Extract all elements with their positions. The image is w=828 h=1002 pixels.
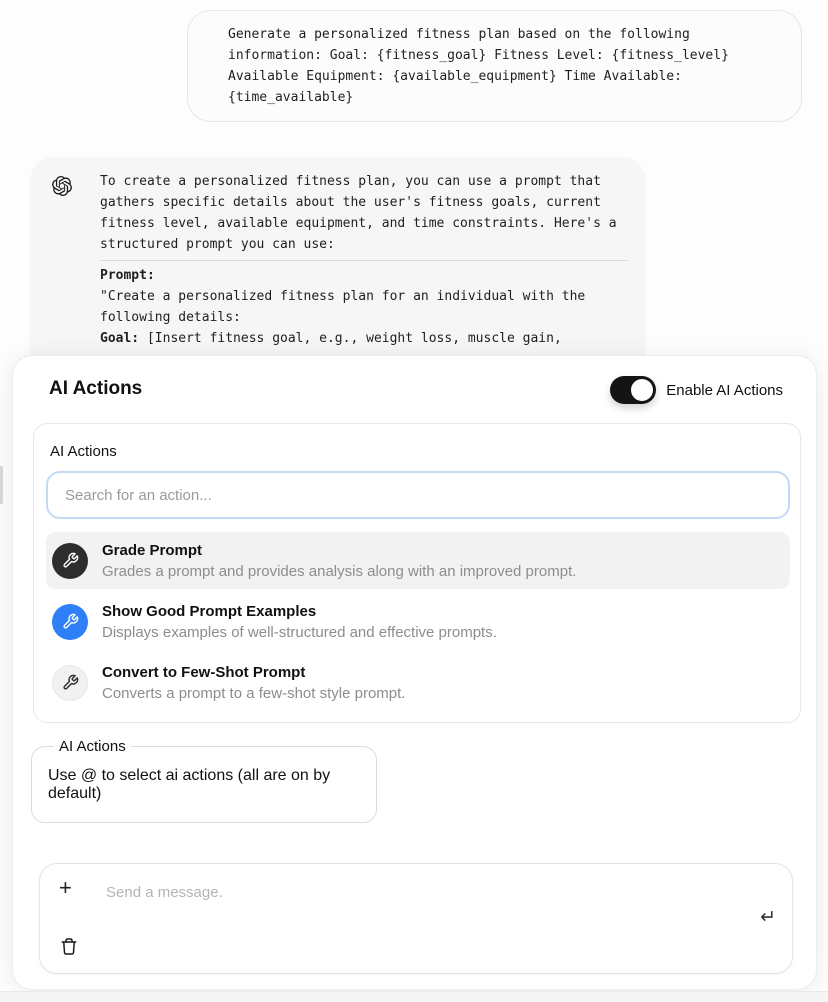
- hint-text: Use @ to select ai actions (all are on by default): [48, 767, 331, 802]
- assistant-message-text: [100, 171, 628, 349]
- scrollbar-fragment[interactable]: [0, 466, 3, 504]
- toggle-knob: [631, 379, 653, 401]
- action-picker-card: [33, 423, 801, 723]
- send-return-icon[interactable]: ↵: [760, 907, 776, 928]
- hint-legend: AI Actions: [59, 738, 126, 755]
- action-title: Convert to Few-Shot Prompt: [102, 663, 306, 681]
- enable-ai-actions-toggle[interactable]: [610, 376, 656, 404]
- action-item-convert-to-few-shot-prompt[interactable]: [46, 654, 790, 711]
- prompt-label: Prompt:: [100, 268, 155, 283]
- action-title: Show Good Prompt Examples: [102, 602, 317, 620]
- goal-line: Goal: [Insert fitness goal, e.g., weight loss, muscle gain,: [100, 331, 562, 346]
- user-message-bubble: [187, 10, 802, 122]
- enable-ai-actions-control: [610, 376, 783, 404]
- trash-icon[interactable]: [60, 937, 78, 956]
- panel-title: AI Actions: [49, 378, 143, 399]
- message-input[interactable]: [98, 876, 728, 936]
- user-message-text: Generate a personalized fitness plan based on the following information: Goal: {fitness_goal} Fitness Level: {fitness_level} Available Equipment: {available_equipment} Time Available: {time_available}: [228, 27, 729, 105]
- action-description: Converts a prompt to a few-shot style prompt.: [102, 684, 406, 702]
- action-item-grade-prompt[interactable]: [46, 532, 790, 589]
- message-composer: [39, 863, 793, 974]
- toggle-label: Enable AI Actions: [666, 381, 783, 399]
- ai-actions-hint-fieldset: [31, 738, 377, 823]
- wrench-icon: [52, 543, 88, 579]
- ai-actions-panel: [12, 355, 817, 990]
- picker-label: AI Actions: [50, 443, 117, 460]
- message-divider: [100, 260, 628, 261]
- goal-label: Goal:: [100, 331, 140, 346]
- quote-line: "Create a personalized fitness plan for an individual with the following details:: [100, 289, 586, 325]
- assistant-intro: To create a personalized fitness plan, you can use a prompt that gathers specific details about the user's fitness goals, current fitness level, available equipment, and time constraints. Here's a structured prompt you can use:: [100, 174, 617, 252]
- action-search-input[interactable]: [46, 471, 790, 519]
- action-item-show-good-prompt-examples[interactable]: [46, 593, 790, 650]
- action-description: Displays examples of well-structured and effective prompts.: [102, 623, 497, 641]
- action-description: Grades a prompt and provides analysis along with an improved prompt.: [102, 562, 577, 580]
- action-title: Grade Prompt: [102, 541, 203, 559]
- wrench-icon: [52, 665, 88, 701]
- add-attachment-icon[interactable]: +: [59, 875, 72, 900]
- page-footer-strip: [0, 991, 828, 1002]
- wrench-icon: [52, 604, 88, 640]
- assistant-message-bubble: [30, 157, 646, 355]
- openai-logo-icon: [52, 176, 72, 196]
